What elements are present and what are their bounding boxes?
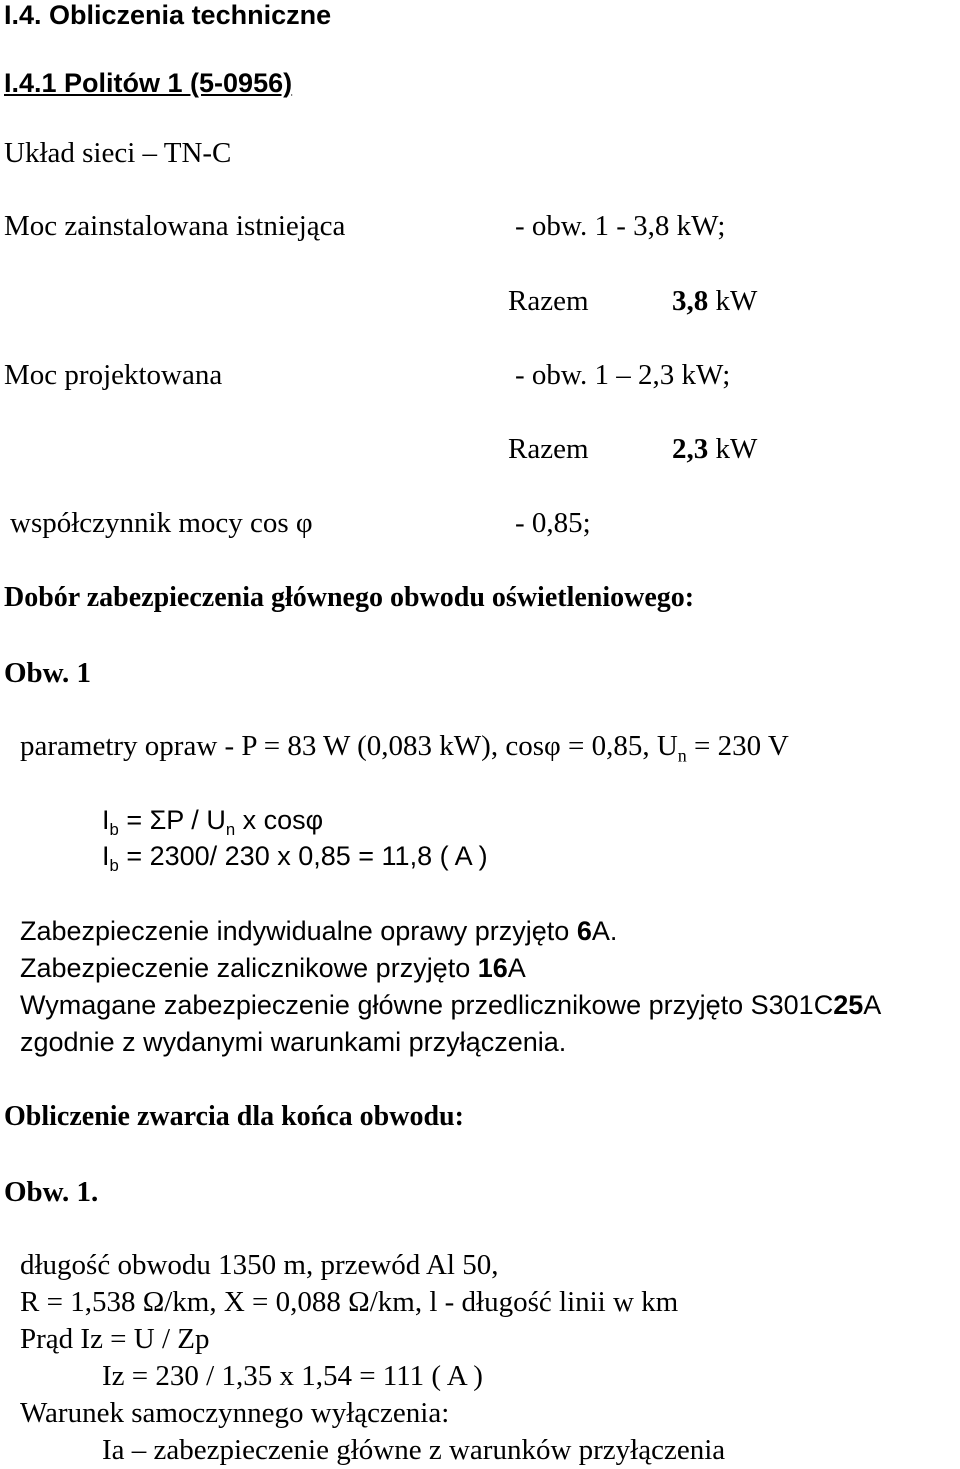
- protection-individual: [20, 918, 617, 945]
- formula2-result: = 2300/ 230 x 0,85 = 11,8 ( A ): [118, 841, 488, 871]
- designed-total-value: 2,3: [672, 433, 709, 465]
- formula1-middle-sub: n: [225, 819, 236, 839]
- calc-line-condition: Warunek samoczynnego wyłączenia:: [20, 1397, 450, 1429]
- protection-line1-value: 6: [576, 916, 592, 946]
- formula-current-value: [102, 843, 488, 875]
- formula1-middle: = ΣP / U: [118, 805, 226, 835]
- protection-line1-text: Zabezpieczenie indywidualne oprawy przyjęto: [20, 916, 577, 946]
- protection-conditions: zgodnie z wydanymi warunkami przyłączenia.: [20, 1027, 567, 1057]
- protection-line1-unit: A.: [591, 916, 618, 946]
- protection-line3-value: 25: [833, 990, 864, 1020]
- formula-current-definition: [102, 807, 323, 839]
- calc-line-current-formula: Prąd Iz = U / Zp: [20, 1323, 210, 1355]
- network-type: Układ sieci – TN-C: [4, 137, 232, 169]
- installed-power-circuit: - obw. 1 - 3,8 kW;: [515, 210, 726, 242]
- formula1-symbol: I: [102, 805, 110, 835]
- calc-line-impedance: R = 1,538 Ω/km, X = 0,088 Ω/km, l - długość linii w km: [20, 1286, 679, 1318]
- designed-total-unit: kW: [715, 433, 758, 465]
- installed-total-value: 3,8: [672, 285, 709, 317]
- designed-power-circuit: - obw. 1 – 2,3 kW;: [515, 359, 731, 391]
- installed-power-label: Moc zainstalowana istniejąca: [4, 210, 346, 242]
- installed-total-label: Razem: [508, 285, 589, 317]
- fixture-params-end: = 230 V: [686, 730, 789, 762]
- designed-total: [672, 435, 757, 464]
- protection-line3-unit: A: [863, 990, 882, 1020]
- fixture-params-sub: n: [677, 745, 687, 766]
- protection-meter: [20, 955, 526, 982]
- selection-heading: Dobór zabezpieczenia głównego obwodu oświetleniowego:: [4, 582, 695, 613]
- circuit-1b-label: Obw. 1.: [4, 1176, 99, 1208]
- power-factor-label: współczynnik mocy cos φ: [10, 507, 313, 539]
- fixture-params-text: parametry opraw - P = 83 W (0,083 kW), cosφ = 0,85, U: [20, 730, 678, 762]
- installed-total: [672, 287, 757, 316]
- circuit-1-label: Obw. 1: [4, 657, 92, 689]
- fixture-parameters: [20, 732, 789, 764]
- shortcircuit-heading: Obliczenie zwarcia dla końca obwodu:: [4, 1101, 464, 1132]
- protection-line3-text: Wymagane zabezpieczenie główne przedlicznikowe przyjęto S301C: [20, 990, 834, 1020]
- protection-line2-text: Zabezpieczenie zalicznikowe przyjęto: [20, 953, 478, 983]
- formula1-end: x cosφ: [235, 805, 324, 835]
- section-subheading: I.4.1 Politów 1 (5-0956): [4, 68, 293, 98]
- calc-line-length: długość obwodu 1350 m, przewód Al 50,: [20, 1249, 499, 1281]
- installed-total-unit: kW: [715, 285, 758, 317]
- designed-total-label: Razem: [508, 433, 589, 465]
- protection-main: [20, 992, 881, 1019]
- power-factor-value: - 0,85;: [515, 507, 591, 539]
- formula1-symbol-sub: b: [109, 819, 119, 839]
- calc-line-ia: Ia – zabezpieczenie główne z warunków przyłączenia: [102, 1434, 726, 1466]
- protection-line2-unit: A: [507, 953, 526, 983]
- calc-line-current-value: Iz = 230 / 1,35 x 1,54 = 111 ( A ): [102, 1360, 483, 1392]
- formula2-symbol: I: [102, 841, 110, 871]
- formula2-symbol-sub: b: [109, 855, 119, 875]
- section-heading: I.4. Obliczenia techniczne: [4, 0, 332, 30]
- designed-power-label: Moc projektowana: [4, 359, 223, 391]
- protection-line2-value: 16: [477, 953, 508, 983]
